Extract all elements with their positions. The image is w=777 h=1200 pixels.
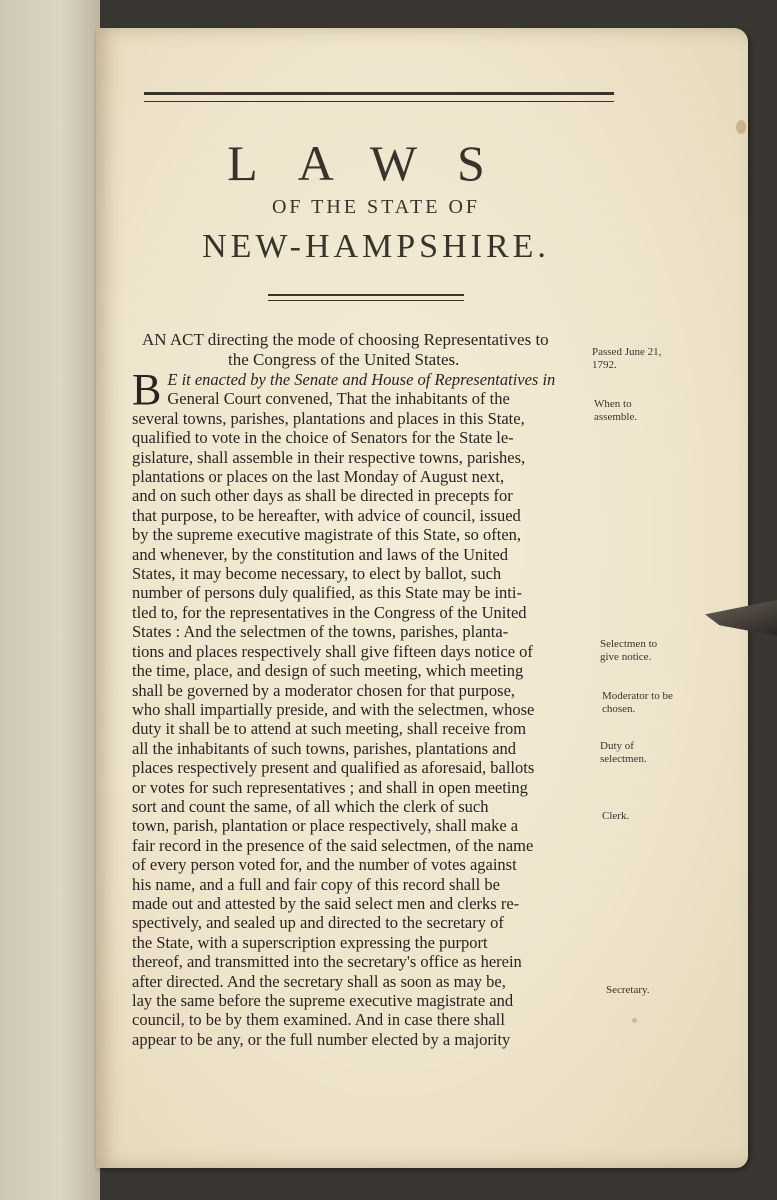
book-page [96, 28, 748, 1168]
body-line: plantations or places on the last Monday of August next, [132, 467, 505, 487]
decorative-rule-bottom [268, 294, 464, 301]
body-line: the State, with a superscription expressing the purport [132, 932, 488, 952]
act-body [132, 365, 602, 1049]
body-line: tions and places respectively shall give fifteen days notice of [132, 641, 533, 661]
body-line: States : And the selectmen of the towns, parishes, planta- [132, 622, 509, 642]
body-line: tled to, for the representatives in the Congress of the United [132, 602, 527, 622]
body-line: by the supreme executive magistrate of this State, so often, [132, 525, 522, 545]
body-line: thereof, and transmitted into the secretary's office as herein [132, 952, 522, 972]
body-line: number of persons duly qualified, as this State may be inti- [132, 583, 522, 603]
body-line: qualified to vote in the choice of Senators for the State le- [132, 428, 514, 448]
body-line: E it enacted by the Senate and House of Representatives in [167, 370, 556, 389]
margin-note-clerk: Clerk. [602, 810, 630, 822]
margin-note-duty: Duty of selectmen. [600, 740, 647, 765]
body-line: made out and attested by the said select men and clerks re- [132, 893, 520, 913]
body-line: General Court convened, That the inhabitants of the [167, 389, 510, 409]
body-line: who shall impartially preside, and with the selectmen, whose [132, 699, 535, 719]
body-line: his name, and a full and fair copy of this record shall be [132, 874, 500, 894]
state-name: NEW-HAMPSHIRE. [202, 228, 550, 265]
body-line: sort and count the same, of all which the clerk of such [132, 796, 489, 816]
act-heading [142, 330, 590, 370]
act-heading-line-2: the Congress of the United States. [228, 350, 460, 369]
foxing-spot [736, 120, 746, 134]
body-line: fair record in the presence of the said selectmen, of the name [132, 835, 534, 855]
page-title: LAWS [227, 135, 525, 191]
body-line: several towns, parishes, plantations and places in this State, [132, 408, 525, 428]
body-line: gislature, shall assemble in their respective towns, parishes, [132, 447, 526, 467]
body-line: that purpose, to be hereafter, with advice of council, issued [132, 505, 521, 525]
body-line: places respectively present and qualified as aforesaid, ballots [132, 758, 535, 778]
body-line: of every person voted for, and the number of votes against [132, 855, 517, 875]
foxing-spot [632, 1018, 637, 1023]
body-line: the time, place, and design of such meeting, which meeting [132, 661, 524, 681]
act-heading-line-1: AN ACT directing the mode of choosing Representatives to [142, 330, 549, 349]
body-line: States, it may become necessary, to elect by ballot, such [132, 564, 502, 584]
decorative-rule-top [144, 92, 614, 102]
body-line: shall be governed by a moderator chosen for that purpose, [132, 680, 516, 700]
body-line: all the inhabitants of such towns, parishes, plantations and [132, 738, 517, 758]
body-line: spectively, and sealed up and directed to the secretary of [132, 913, 504, 933]
margin-note-notice: Selectmen to give notice. [600, 638, 658, 663]
body-line: town, parish, plantation or place respectively, shall make a [132, 816, 519, 836]
body-line: appear to be any, or the full number elected by a majority [132, 1029, 511, 1049]
body-line: after directed. And the secretary shall as soon as may be, [132, 971, 506, 991]
body-line: and on such other days as shall be directed in precepts for [132, 486, 513, 506]
body-line: lay the same before the supreme executive magistrate and [132, 991, 514, 1010]
book-cover-edge [0, 0, 100, 1200]
drop-cap: B [132, 365, 162, 414]
body-line: duty it shall be to attend at such meeting, shall receive from [132, 719, 527, 739]
margin-note-secretary: Secretary. [606, 984, 650, 996]
margin-note-assemble: When to assemble. [594, 398, 638, 423]
body-line: council, to be by them examined. And in case there shall [132, 1010, 505, 1030]
margin-note-passed: Passed June 21, 1792. [592, 346, 662, 371]
body-line: or votes for such representatives ; and shall in open meeting [132, 777, 528, 797]
body-line: and whenever, by the constitution and laws of the United [132, 544, 508, 564]
margin-note-moderator: Moderator to be chosen. [602, 690, 673, 715]
page-subtitle: OF THE STATE OF [271, 196, 481, 218]
